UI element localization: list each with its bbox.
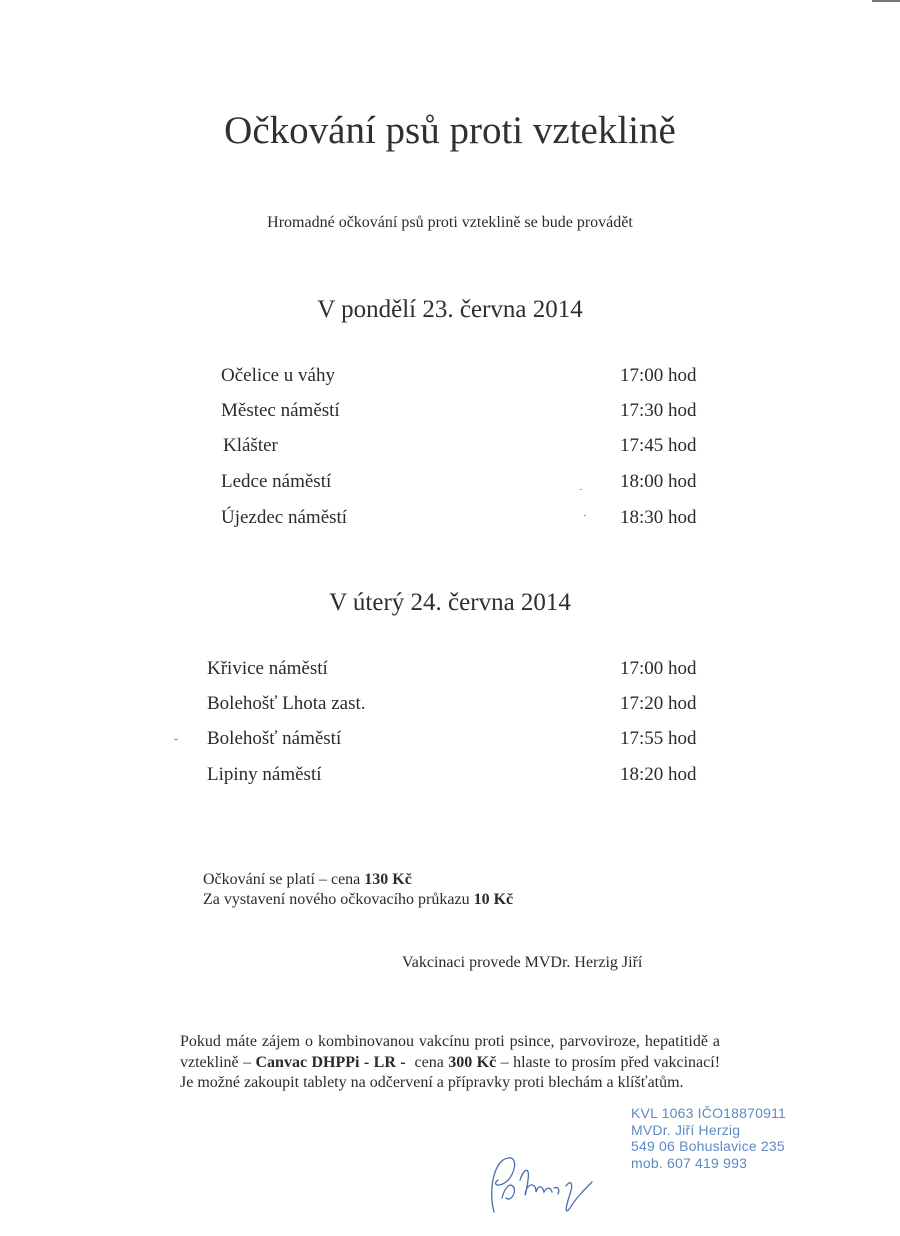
- note-text: – hlaste to prosím před vakcinací! Je možné zakoupit tablety na odčervení a přípravky proti blechám a klíšťatům.: [180, 1053, 721, 1091]
- vet-stamp: [631, 1105, 786, 1171]
- schedule-time: 17:30 hod: [620, 400, 697, 421]
- scan-speck: [174, 739, 178, 740]
- schedule-time: 18:30 hod: [620, 507, 697, 528]
- stamp-line: 549 06 Bohuslavice 235: [631, 1138, 785, 1154]
- vet-line: Vakcinaci provede MVDr. Herzig Jiří: [402, 954, 643, 971]
- schedule-place: Očelice u váhy: [221, 365, 335, 386]
- schedule-time: 17:00 hod: [620, 658, 697, 679]
- scan-corner-mark: [872, 0, 900, 2]
- schedule-row: [221, 507, 702, 531]
- schedule-time: 18:20 hod: [620, 764, 697, 785]
- note-text: cena: [405, 1053, 449, 1071]
- price-label: Očkování se platí – cena: [203, 871, 365, 888]
- stamp-line: KVL 1063 IČO18870911: [631, 1105, 787, 1121]
- schedule-place: Křivice náměstí: [207, 658, 328, 679]
- price-label: Za vystavení nového očkovacího průkazu: [203, 891, 474, 908]
- schedule-place: Ledce náměstí: [221, 471, 332, 492]
- schedule-row: [207, 658, 702, 682]
- schedule-row: [207, 728, 702, 752]
- stamp-line: mob. 607 419 993: [631, 1154, 748, 1171]
- schedule-row: [207, 764, 702, 788]
- schedule-row: [207, 693, 702, 717]
- day-heading-monday: V pondělí 23. června 2014: [317, 296, 583, 323]
- schedule-time: 17:00 hod: [620, 365, 697, 386]
- scan-speck: [584, 515, 586, 516]
- schedule-time: 17:55 hod: [620, 728, 697, 749]
- schedule-place: Lipiny náměstí: [207, 764, 322, 785]
- signature-icon: [480, 1150, 610, 1220]
- price-amount: 130 Kč: [364, 871, 412, 888]
- combined-vaccine-note: [180, 1032, 720, 1094]
- schedule-place: Bolehošť Lhota zast.: [207, 693, 366, 714]
- note-text: Pokud máte zájem o kombinovanou vakcínu proti psince, parvoviroze, hepatitidě a vzteklině –: [180, 1033, 720, 1071]
- day-heading-tuesday: V úterý 24. června 2014: [329, 589, 571, 616]
- price-vaccination: [203, 871, 412, 889]
- schedule-time: 17:20 hod: [620, 693, 697, 714]
- schedule-row: [221, 365, 702, 389]
- vaccine-price: 300 Kč: [448, 1053, 497, 1071]
- price-certificate: [203, 891, 513, 909]
- scan-speck: [580, 489, 582, 490]
- price-amount: 10 Kč: [473, 891, 514, 908]
- schedule-place: Bolehošť náměstí: [207, 728, 342, 749]
- schedule-time: 17:45 hod: [620, 435, 697, 456]
- vaccine-name: Canvac DHPPi - LR -: [255, 1053, 406, 1071]
- schedule-row: [221, 471, 702, 495]
- schedule-row: [223, 435, 702, 459]
- schedule-place: Újezdec náměstí: [221, 507, 348, 528]
- schedule-time: 18:00 hod: [620, 471, 697, 492]
- intro-text: Hromadné očkování psů proti vzteklině se bude provádět: [267, 214, 633, 231]
- schedule-row: [221, 400, 702, 424]
- page-title: Očkování psů proti vzteklině: [224, 109, 676, 152]
- stamp-line: MVDr. Jiří Herzig: [631, 1121, 741, 1138]
- schedule-place: Městec náměstí: [221, 400, 340, 421]
- schedule-place: Klášter: [223, 435, 278, 456]
